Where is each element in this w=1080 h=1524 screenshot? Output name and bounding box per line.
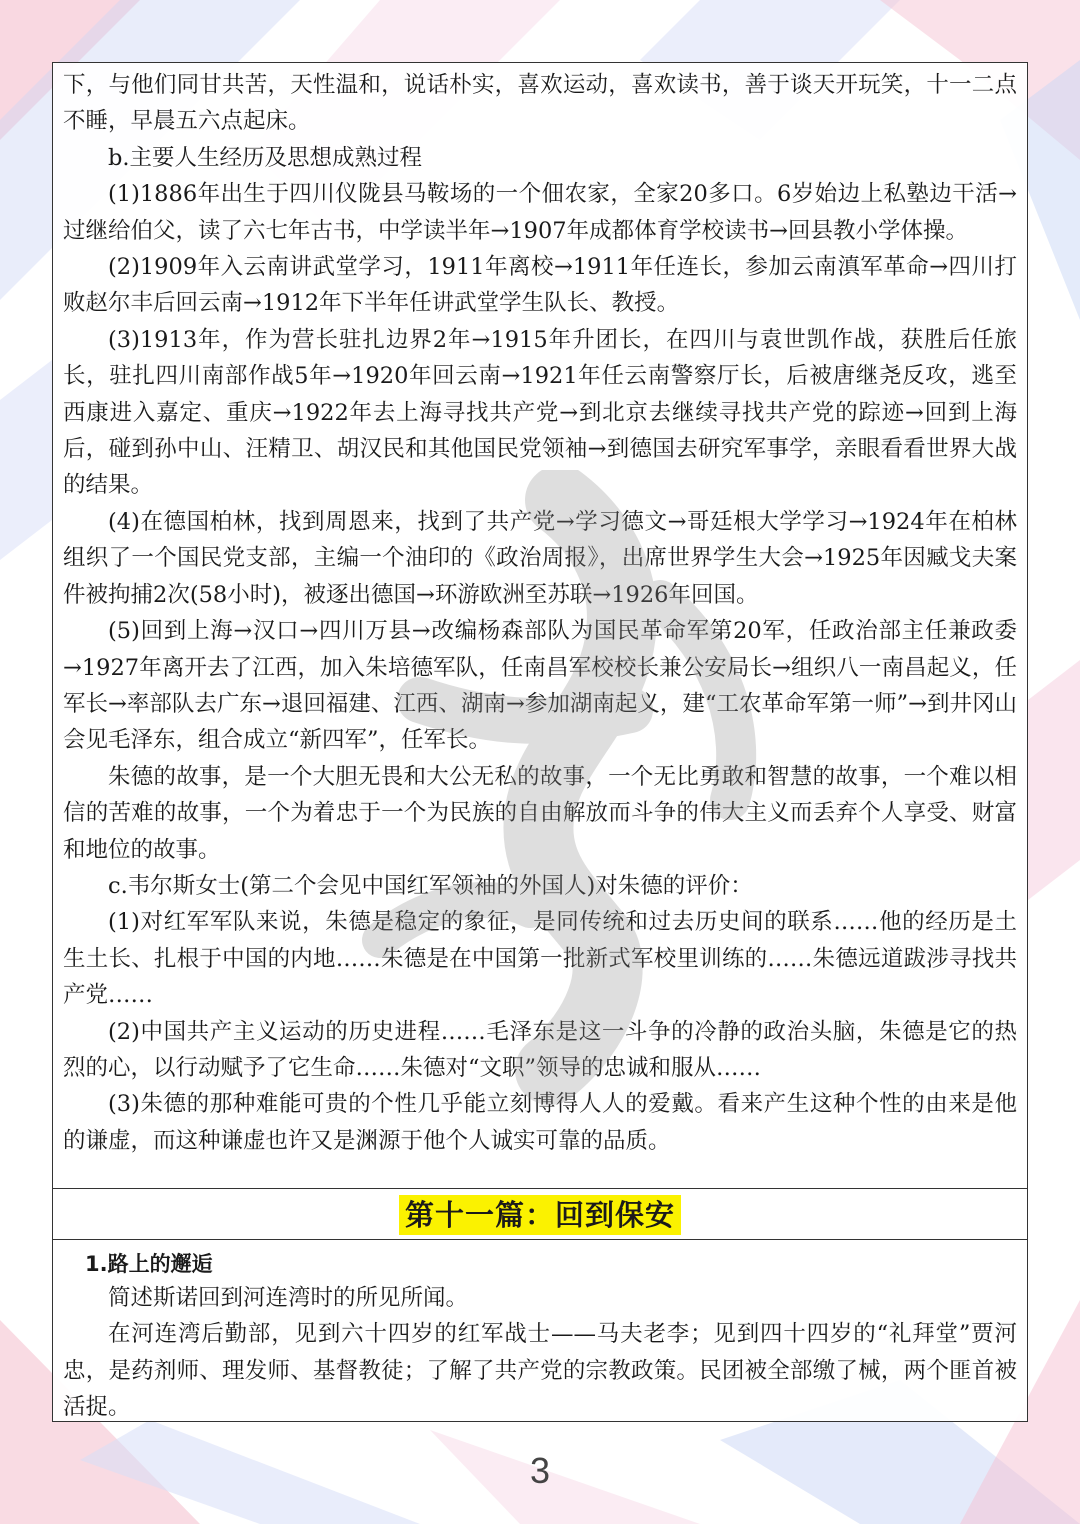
continuation-paragraph: 下，与他们同甘共苦，天性温和，说话朴实，喜欢运动，喜欢读书，善于谈天开玩笑，十一二点不睡，早晨五六点起床。 xyxy=(63,72,1017,135)
life-item-2: (2)1909年入云南讲武堂学习，1911年离校→1911年任连长，参加云南滇军革命→四川打败赵尔丰后回云南→1912年下半年任讲武堂学生队长、教授。 xyxy=(63,254,1017,317)
evaluation-item-1: (1)对红军军队来说，朱德是稳定的象征，是同传统和过去历史间的联系……他的经历是土生土长、扎根于中国的内地……朱德是在中国第一批新式军校里训练的……朱德远道跋涉寻找共产党…… xyxy=(63,909,1017,1009)
content-frame xyxy=(52,62,1028,1422)
life-item-3: (3)1913年，作为营长驻扎边界2年→1915年升团长，在四川与袁世凯作战，获胜后任旅长，驻扎四川南部作战5年→1920年回云南→1921年任云南警察厅长，后被唐继尧反攻，逃至西康进入嘉定、重庆→1922年去上海寻找共产党→到北京去继续寻找共产党的踪迹→回到上海后，碰到孙中山、汪精卫、胡汉民和其他国民党领袖→到德国去研究军事学，亲眼看看世界大战的结果。 xyxy=(63,326,1017,499)
life-item-5: (5)回到上海→汉口→四川万县→改编杨森部队为国民革命军第20军，任政治部主任兼政委→1927年离开去了江西，加入朱培德军队，任南昌军校校长兼公安局长→组织八一南昌起义，任军长→率部队去广东→退回福建、江西、湖南→参加湖南起义，建“工农革命军第一师”→到井冈山会见毛泽东，组合成立“新四军”，任军长。 xyxy=(63,618,1017,754)
page-number: 3 xyxy=(529,1450,551,1491)
subheading-encounter: 1.路上的邂逅 xyxy=(85,1252,213,1276)
summary-paragraph: 朱德的故事，是一个大胆无畏和大公无私的故事，一个无比勇敢和智慧的故事，一个难以相信的苦难的故事，一个为着忠于一个为民族的自由解放而斗争的伟大主义而丢弃个人享受、财富和地位的故事。 xyxy=(63,763,1017,863)
evaluation-item-3: (3)朱德的那种难能可贵的个性几乎能立刻博得人人的爱戴。看来产生这种个性的由来是他的谦虚，而这种谦虚也许又是渊源于他个人诚实可靠的品质。 xyxy=(63,1091,1017,1154)
zhu-de-section xyxy=(53,63,1027,1189)
life-item-4: (4)在德国柏林，找到周恩来，找到了共产党→学习德文→哥廷根大学学习→1924年在柏林组织了一个国民党支部，主编一个油印的《政治周报》，出席世界学生大会→1925年因臧戈夫案件被拘捕2次(58小时)，被逐出德国→环游欧洲至苏联→1926年回国。 xyxy=(63,508,1017,608)
evaluation-item-2: (2)中国共产主义运动的历史进程……毛泽东是这一斗争的冷静的政治头脑，朱德是它的热烈的心，以行动赋予了它生命……朱德对“文职”领导的忠诚和服从…… xyxy=(63,1018,1017,1081)
heading-b: b.主要人生经历及思想成熟过程 xyxy=(108,144,423,171)
heading-c: c.韦尔斯女士(第二个会见中国红军领袖的外国人)对朱德的评价： xyxy=(108,872,753,899)
chapter-header-row xyxy=(53,1189,1027,1240)
chapter-title: 第十一篇：回到保安 xyxy=(399,1195,681,1235)
question-paragraph: 简述斯诺回到河连湾时的所见所闻。 xyxy=(108,1285,469,1311)
life-item-1: (1)1886年出生于四川仪陇县马鞍场的一个佃农家，全家20多口。6岁始边上私塾边干活→过继给伯父，读了六七年古书，中学读半年→1907年成都体育学校读书→回县教小学体操。 xyxy=(63,181,1017,244)
answer-paragraph: 在河连湾后勤部，见到六十四岁的红军战士——马夫老李；见到四十四岁的“礼拜堂”贾河忠，是药剂师、理发师、基督教徒；了解了共产党的宗教政策。民团被全部缴了械，两个匪首被活捉。 xyxy=(63,1321,1017,1421)
return-section xyxy=(53,1240,1027,1423)
